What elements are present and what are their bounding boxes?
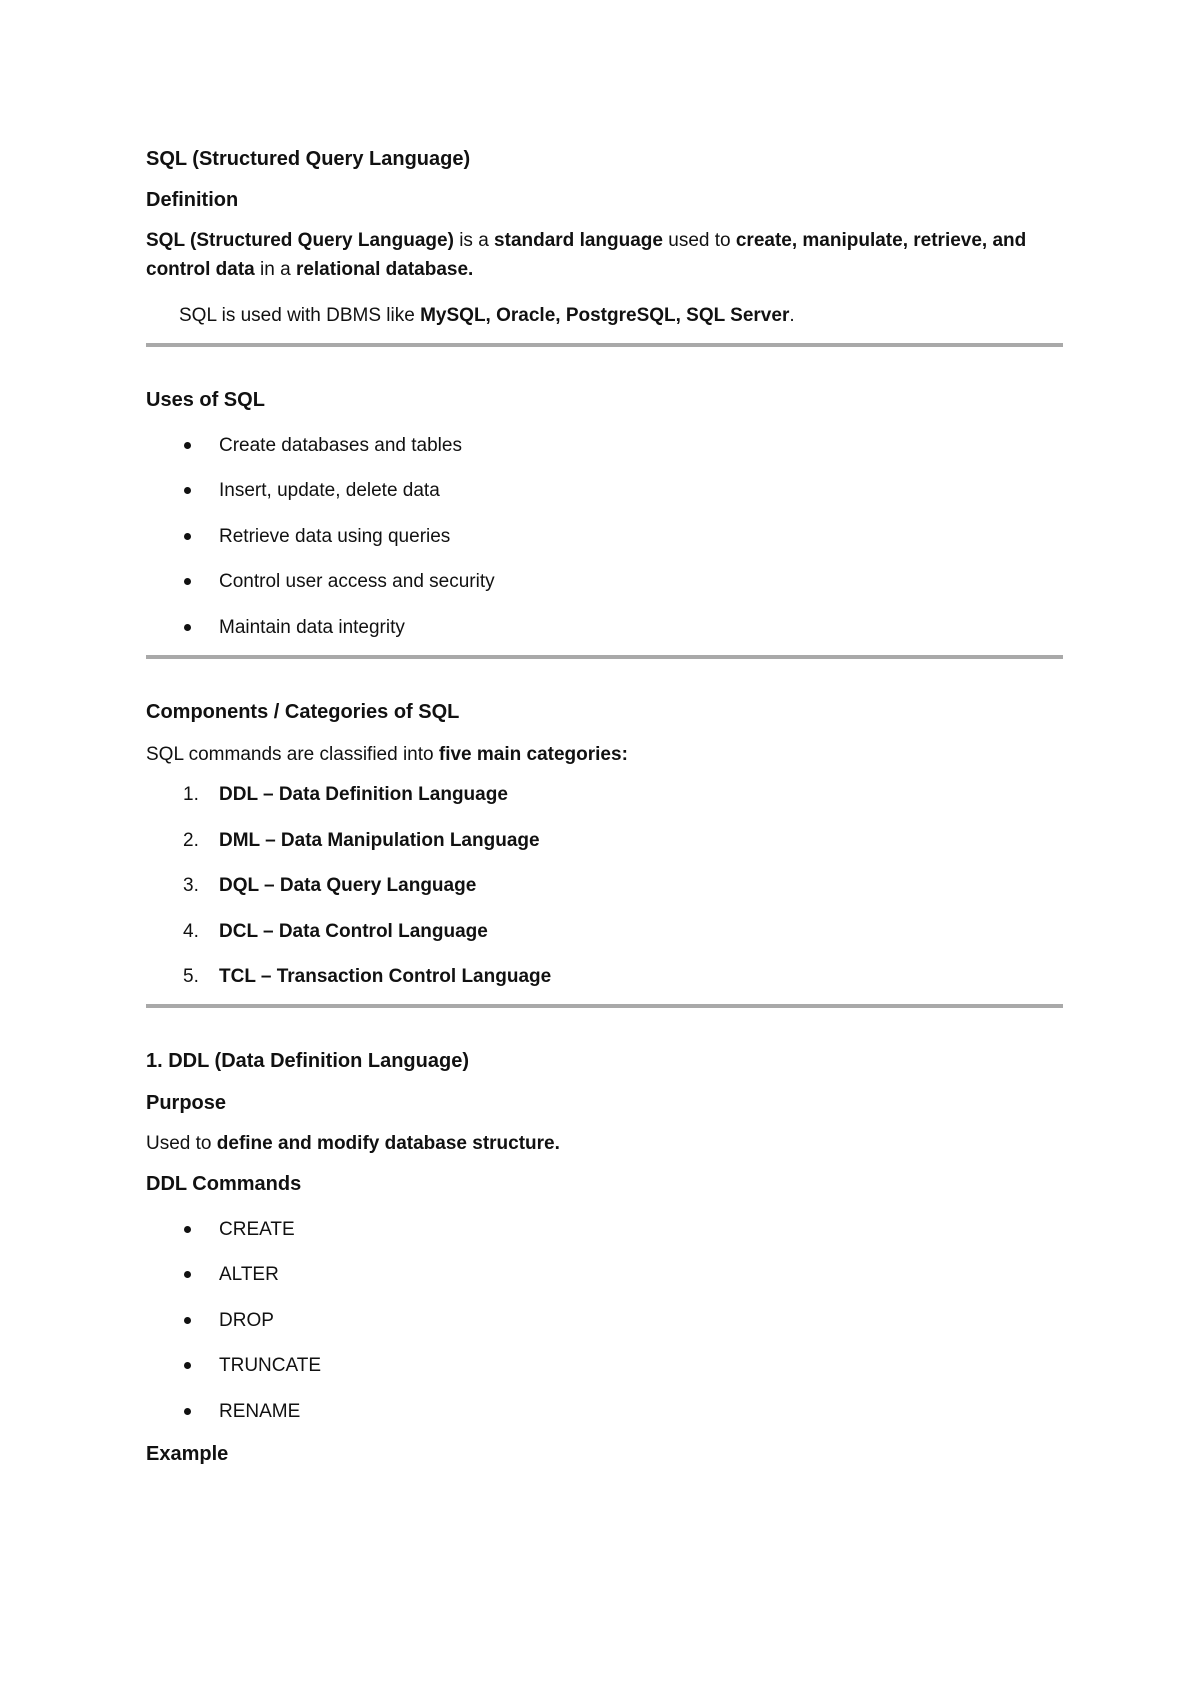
category-number: 3. bbox=[183, 875, 199, 896]
components-intro-prefix: SQL commands are classified into bbox=[146, 743, 439, 765]
uses-heading: Uses of SQL bbox=[146, 389, 265, 411]
category-label: TCL – Transaction Control Language bbox=[219, 966, 552, 987]
purpose-prefix: Used to bbox=[146, 1133, 217, 1154]
document-title: SQL (Structured Query Language) bbox=[146, 148, 471, 170]
category-label: DQL – Data Query Language bbox=[219, 875, 477, 896]
bullet-icon bbox=[184, 1408, 191, 1415]
example-heading: Example bbox=[146, 1442, 229, 1465]
list-item-text: Control user access and security bbox=[219, 571, 495, 592]
list-item bbox=[146, 1262, 1064, 1288]
list-item-text: ALTER bbox=[219, 1264, 279, 1285]
category-item bbox=[146, 782, 1064, 808]
dbms-note-list: MySQL, Oracle, PostgreSQL, SQL Server bbox=[420, 305, 790, 326]
definition-text-3: in a bbox=[254, 259, 296, 280]
bullet-icon bbox=[184, 1362, 191, 1369]
list-item bbox=[146, 433, 1064, 459]
list-item-text: Create databases and tables bbox=[219, 434, 462, 456]
definition-term: SQL (Structured Query Language) bbox=[146, 230, 454, 251]
components-intro-bold: five main categories: bbox=[438, 743, 628, 765]
category-number: 1. bbox=[183, 784, 199, 805]
uses-list bbox=[146, 433, 1064, 641]
list-item-text: CREATE bbox=[219, 1218, 295, 1240]
category-label: DCL – Data Control Language bbox=[219, 920, 488, 942]
bullet-icon bbox=[184, 442, 191, 449]
components-heading: Components / Categories of SQL bbox=[146, 700, 460, 723]
components-intro bbox=[146, 740, 1064, 769]
list-item bbox=[146, 524, 1064, 550]
section-divider bbox=[146, 655, 1063, 659]
list-item-text: Retrieve data using queries bbox=[219, 525, 451, 547]
list-item bbox=[146, 1308, 1064, 1334]
section-divider bbox=[146, 1004, 1063, 1008]
section-divider bbox=[146, 343, 1063, 347]
purpose-bold: define and modify database structure. bbox=[216, 1133, 560, 1154]
definition-bold-3: relational database. bbox=[295, 259, 474, 280]
bullet-icon bbox=[184, 487, 191, 494]
list-item bbox=[146, 1399, 1064, 1425]
bullet-icon bbox=[184, 1317, 191, 1324]
category-number: 2. bbox=[183, 829, 199, 851]
ddl-heading: 1. DDL (Data Definition Language) bbox=[146, 1050, 469, 1072]
list-item bbox=[146, 569, 1064, 595]
list-item-text: DROP bbox=[219, 1309, 274, 1331]
category-item bbox=[146, 828, 1064, 854]
list-item-text: RENAME bbox=[219, 1400, 301, 1422]
dbms-note-prefix: SQL is used with DBMS like bbox=[179, 305, 421, 326]
definition-heading: Definition bbox=[146, 189, 239, 211]
list-item bbox=[146, 1217, 1064, 1243]
list-item bbox=[146, 478, 1064, 504]
bullet-icon bbox=[184, 1226, 191, 1233]
category-item bbox=[146, 964, 1064, 990]
purpose-text bbox=[146, 1129, 1064, 1158]
bullet-icon bbox=[184, 533, 191, 540]
dbms-note bbox=[179, 301, 1064, 330]
category-label: DDL – Data Definition Language bbox=[219, 784, 508, 805]
category-number: 4. bbox=[183, 920, 199, 942]
list-item-text: Insert, update, delete data bbox=[219, 480, 440, 501]
category-number: 5. bbox=[183, 966, 199, 987]
purpose-heading: Purpose bbox=[146, 1092, 227, 1114]
category-item bbox=[146, 873, 1064, 899]
categories-list bbox=[146, 782, 1064, 990]
ddl-commands-heading: DDL Commands bbox=[146, 1173, 302, 1195]
dbms-note-suffix: . bbox=[789, 305, 795, 326]
definition-bold-1: standard language bbox=[494, 230, 663, 251]
definition-bold-2: create, manipulate, retrieve, and control data bbox=[146, 230, 1027, 280]
list-item bbox=[146, 1353, 1064, 1379]
category-label: DML – Data Manipulation Language bbox=[219, 829, 540, 851]
list-item-text: Maintain data integrity bbox=[219, 616, 405, 638]
bullet-icon bbox=[184, 578, 191, 585]
definition-paragraph bbox=[146, 226, 1064, 284]
category-item bbox=[146, 919, 1064, 945]
definition-text-1: is a bbox=[453, 230, 495, 251]
ddl-commands-list bbox=[146, 1217, 1064, 1425]
list-item-text: TRUNCATE bbox=[219, 1355, 322, 1376]
bullet-icon bbox=[184, 624, 191, 631]
bullet-icon bbox=[184, 1271, 191, 1278]
definition-text-2: used to bbox=[662, 230, 736, 251]
list-item bbox=[146, 615, 1064, 641]
